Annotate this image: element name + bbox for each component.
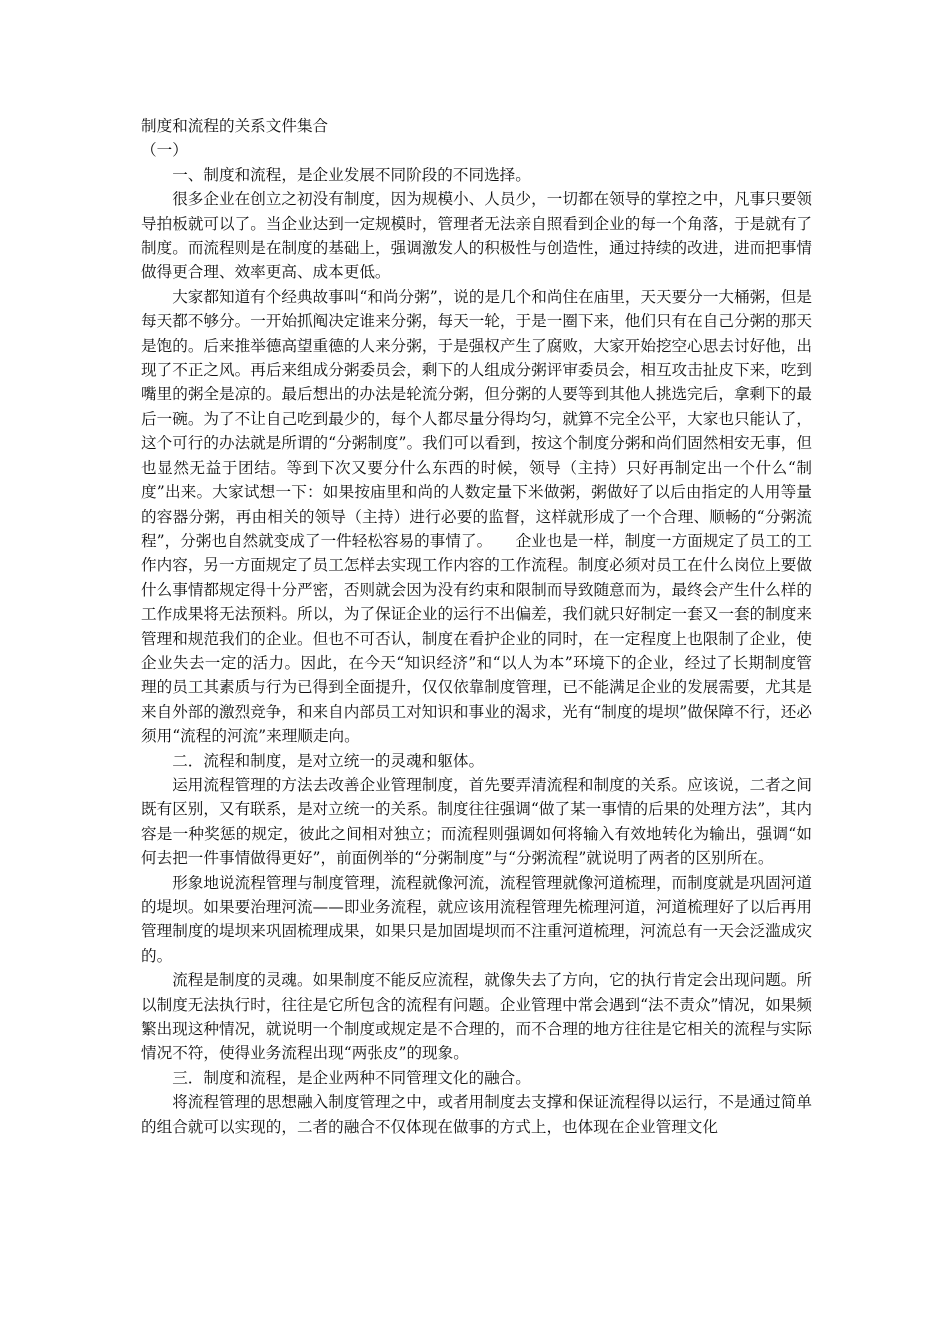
heading-1: 一、制度和流程，是企业发展不同阶段的不同选择。 — [172, 165, 531, 184]
heading-2: 二．流程和制度，是对立统一的灵魂和躯体。 — [172, 751, 485, 770]
paragraph: 大家都知道有个经典故事叫“和尚分粥”，说的是几个和尚住在庙里，天天要分一大桶粥，但是每天都不够分。一开始抓阄决定谁来分粥，每天一轮，于是一圈下来，他们只有在自己分粥的那天是饱的。后来推举德高望重德的人来分粥，于是强权产生了腐败，大家开始挖空心思去讨好他，出现了不正之风。再后来组成分粥委员会，剩下的人组成分粥评审委员会，相互攻击扯皮下来，吃到嘴里的粥全是凉的。最后想出的办法是轮流分粥，但分粥的人要等到其他人挑选完后，拿剩下的最后一碗。为了不让自己吃到最少的，每个人都尽量分得均匀，就算不完全公平，大家也只能认了，这个可行的办法就是所谓的“分粥制度”。我们可以看到，按这个制度分粥和尚们固然相安无事，但也显然无益于团结。等到下次又要分什么东西的时候，领导（主持）只好再制定出一个什么“制度”出来。大家试想一下：如果按庙里和尚的人数定量下米做粥，粥做好了以后由指定的人用等量的容器分粥，再由相关的领导（主持）进行必要的监督，这样就形成了一个合理、顺畅的“分粥流程”，分粥也自然就变成了一件轻松容易的事情了。 企业也是一样，制度一方面规定了员工的工作内容，另一方面规定了员工怎样去实现工作内容的工作流程。制度必须对员工在什么岗位上要做什么事情都规定得十分严密，否则就会因为没有约束和限制而导致随意而为，最终会产生什么样的工作成果将无法预料。所以，为了保证企业的运行不出偏差，我们就只好制定一套又一套的制度来管理和规范我们的企业。但也不可否认，制度在看护企业的同时，在一定程度上也限制了企业，使企业失去一定的活力。因此，在今天“知识经济”和“以人为本”环境下的企业，经过了长期制度管理的员工其素质与行为已得到全面提升，仅仅依靠制度管理，已不能满足企业的发展需要，尤其是来自外部的激烈竞争，和来自内部员工对知识和事业的渴求，光有“制度的堤坝”做保障不行，还必须用“流程的河流”来理顺走向。 — [141, 287, 812, 746]
paragraph: 运用流程管理的方法去改善企业管理制度，首先要弄清流程和制度的关系。应该说，二者之间既有区别，又有联系，是对立统一的关系。制度往往强调“做了某一事情的后果的处理方法”，其内容是一种奖惩的规定，彼此之间相对独立；而流程则强调如何将输入有效地转化为输出，强调“如何去把一件事情做得更好”，前面例举的“分粥制度”与“分粥流程”就说明了两者的区别所在。 — [141, 775, 812, 868]
document-title: 制度和流程的关系文件集合 — [141, 117, 329, 135]
paragraph: 形象地说流程管理与制度管理，流程就像河流，流程管理就像河道梳理，而制度就是巩固河道的堤坝。如果要治理河流——即业务流程，就应该用流程管理先梳理河道，河道梳理好了以后再用管理制度的堤坝来巩固梳理成果，如果只是加固堤坝而不注重河道梳理，河流总有一天会泛滥成灾的。 — [141, 873, 812, 965]
paragraph: 很多企业在创立之初没有制度，因为规模小、人员少，一切都在领导的掌控之中，凡事只要领导拍板就可以了。当企业达到一定规模时，管理者无法亲自照看到企业的每一个角落，于是就有了制度。而流程则是在制度的基础上，强调激发人的积极性与创造性，通过持续的改进，进而把事情做得更合理、效率更高、成本更低。 — [141, 190, 812, 282]
paragraph: 将流程管理的思想融入制度管理之中，或者用制度去支撑和保证流程得以运行，不是通过简单的组合就可以实现的，二者的融合不仅体现在做事的方式上，也体现在企业管理文化 — [141, 1093, 812, 1136]
document-page — [141, 114, 812, 1139]
section-number: （一） — [141, 141, 188, 160]
paragraph: 流程是制度的灵魂。如果制度不能反应流程，就像失去了方向，它的执行肯定会出现问题。所以制度无法执行时，往往是它所包含的流程有问题。企业管理中常会遇到“法不责众”情况，如果频繁出现这种情况，就说明一个制度或规定是不合理的，而不合理的地方往往是它相关的流程与实际情况不符，使得业务流程出现“两张皮”的现象。 — [141, 971, 812, 1063]
heading-3: 三．制度和流程，是企业两种不同管理文化的融合。 — [172, 1068, 531, 1087]
